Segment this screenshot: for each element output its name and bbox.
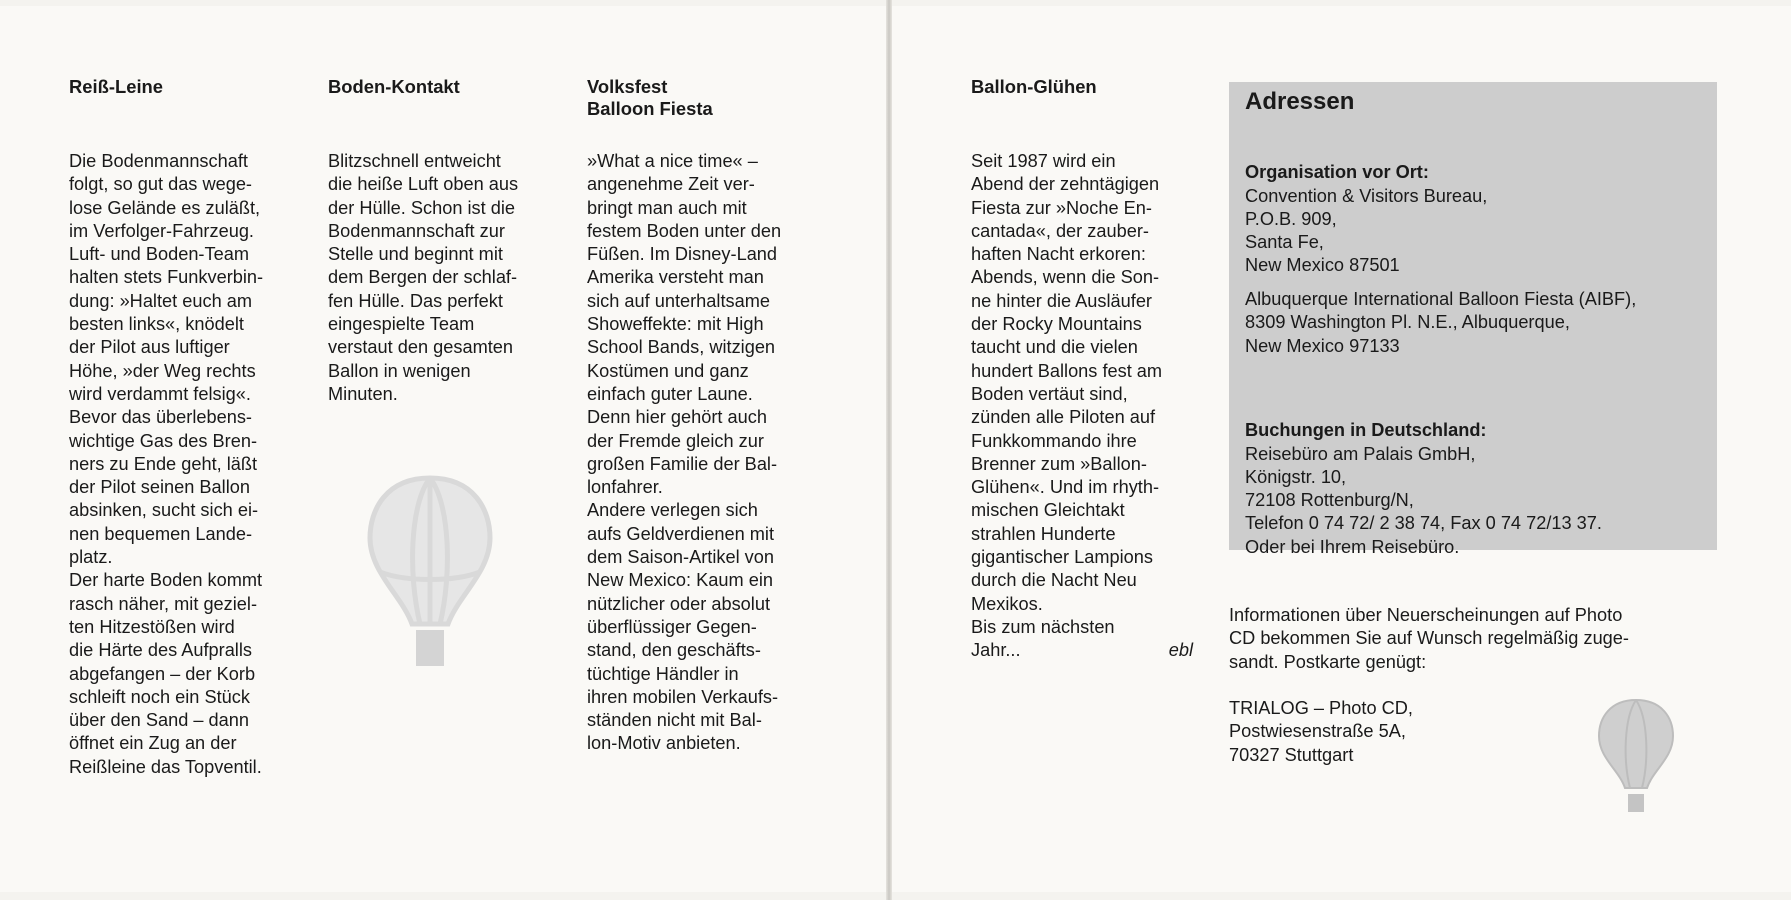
column-heading: Ballon-Glühen (971, 76, 1097, 97)
address-box-title: Adressen (1245, 88, 1355, 115)
column-ballon-gluehen (971, 76, 1193, 661)
booking-heading: Buchungen in Deutschland: (1245, 420, 1487, 441)
local-organisation-address: Convention & Visitors Bureau, P.O.B. 909, Santa Fe, New Mexico 87501 (1245, 185, 1488, 276)
column-heading: Boden-Kontakt (328, 76, 460, 97)
page-fold (886, 0, 892, 900)
column-volksfest (587, 76, 827, 754)
hot-air-balloon-icon (1597, 698, 1675, 816)
booking-germany (1245, 396, 1602, 582)
column-heading: Volksfest Balloon Fiesta (587, 76, 713, 119)
local-organisation-heading: Organisation vor Ort: (1245, 162, 1429, 183)
column-text-wrapper (971, 150, 1193, 663)
trialog-address: TRIALOG – Photo CD, Postwiesenstraße 5A, 70327 Stuttgart (1229, 698, 1413, 765)
closing-row (971, 639, 1193, 662)
column-boden-kontakt (328, 76, 568, 404)
closing-text: Jahr... (971, 640, 1021, 661)
column-heading: Reiß-Leine (69, 76, 164, 97)
hot-air-balloon-icon (366, 474, 494, 670)
column-reiss-leine (69, 76, 309, 777)
column-text: Die Bodenmannschaft folgt, so gut das wege- lose Gelände es zuläßt, im Verfolger-Fahrzeug. Luft- und Boden-Team halten stets Funkverbin- dung: »Haltet euch am besten links«, knödelt der Pilot aus luftiger Höhe, »der Weg rechts wird verdammt felsig«. Bevor das überlebens- wichtige Gas des Bren- ners zu Ende geht, läßt der Pilot seinen Ballon absinken, sucht sich ei- nen bequemen Lande- platz. Der harte Boden kommt rasch näher, mit geziel- ten Hitzestößen wird die Härte des Aufpralls abgefangen – der Korb schleift noch ein Stück über den Sand – dann öffnet ein Zug an der Reißleine das Topventil. (69, 151, 264, 777)
local-organisation (1245, 138, 1487, 301)
address-box (1229, 82, 1717, 557)
column-text: »What a nice time« – angenehme Zeit ver- bringt man auch mit festem Boden unter den Füßen. Im Disney-Land Amerika versteht man sich auf unterhaltsame Showeffekte: mit High School Bands, witzigen Kostümen und ganz einfach guter Laune. Denn hier gehört auch der Fremde gleich zur großen Familie der Bal- lonfahrer. Andere verlegen sich aufs Geldverdienen mit dem Saison-Artikel von New Mexico: Kaum ein nützlicher oder absolut überflüssiger Gegen- stand, den geschäfts- tüchtige Händler in ihren mobilen Verkaufs- ständen nicht mit Bal- lon-Motiv anbieten. (587, 151, 782, 754)
author-signature: ebl (1168, 640, 1193, 661)
info-text: Informationen über Neuerscheinungen auf Photo CD bekommen Sie auf Wunsch regelmäßig zuge- sandt. Postkarte genügt: (1229, 605, 1629, 672)
column-text: Blitzschnell entweicht die heiße Luft oben aus der Hülle. Schon ist die Bodenmannschaft zur Stelle und beginnt mit dem Bergen der schlaf- fen Hülle. Das perfekt eingespielte Team verstaut den gesamten Ballon in wenigen Minuten. (328, 151, 519, 404)
aibf-address: Albuquerque International Balloon Fiesta (AIBF), 8309 Washington Pl. N.E., Albuquerque, New Mexico 97133 (1245, 289, 1637, 356)
column-text: Seit 1987 wird ein Abend der zehntägigen Fiesta zur »Noche En- cantada«, der zauber- haften Nacht erkoren: Abends, wenn die Son- ne hinter die Ausläufer der Rocky Mountains taucht und die vielen hundert Ballons fest am Boden vertäut sind, zünden alle Piloten auf Funkkommando ihre Brenner zum »Ballon- Glühen«. Und im rhyth- mischen Gleichtakt strahlen Hunderte gigantischer Lampions durch die Nacht Neu Mexikos. Bis zum nächsten (971, 151, 1163, 637)
booking-address: Reisebüro am Palais GmbH, Königstr. 10, 72108 Rottenburg/N, Telefon 0 74 72/ 2 38 74, Fax 0 74 72/13 37. Oder bei Ihrem Reisebüro. (1245, 443, 1602, 557)
